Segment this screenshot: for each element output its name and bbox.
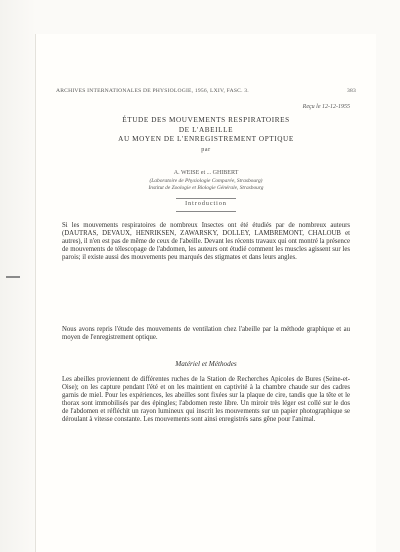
- divider: [176, 198, 236, 199]
- divider: [176, 211, 236, 212]
- article-title: [36, 116, 376, 155]
- author-block: [36, 170, 376, 193]
- body-paragraph: Nous avons repris l'étude des mouvements de ventilation chez l'abeille par la méthode graphique et au moyen de l'enregistrement optique.: [62, 326, 350, 341]
- author-affiliation: Institut de Zoologie et Biologie Générale, Strasbourg: [148, 185, 264, 191]
- section-heading: Matériel et Méthodes: [175, 360, 237, 368]
- author-affiliation: (Laboratoire de Physiologie Comparée, Strasbourg): [149, 177, 263, 184]
- title-line: AU MOYEN DE L'ENREGISTREMENT OPTIQUE: [118, 135, 294, 143]
- title-ornament: par: [201, 146, 211, 153]
- received-date: Reçu le 12-12-1955: [302, 104, 350, 110]
- running-header: [56, 88, 356, 94]
- title-line: ÉTUDE DES MOUVEMENTS RESPIRATOIRES: [122, 116, 290, 124]
- body-paragraph: Si les mouvements respiratoires de nombreux Insectes ont été étudiés par de nombreux auteurs (DAUTRAS, DEVAUX, HENRIKSEN, ZAWARSKY, DOLLEY, LAMBREMONT, CHALOUB et autres), il n'en est pas de même de ceux de l'abeille. Devant les récents travaux qui ont montré la présence de mouvements de télescopage de l'abdomen, les auteurs ont étudié comment les muscles agissent sur les parois; il existe aussi des mouvements peu marqués des stigmates et dans leurs angles.: [62, 222, 350, 261]
- section-label: Introduction: [185, 201, 227, 207]
- paper-sheet: [36, 34, 376, 552]
- journal-citation: ARCHIVES INTERNATIONALES DE PHYSIOLOGIE, 1956, LXIV, FASC. 3.: [56, 88, 249, 94]
- title-line: DE L'ABEILLE: [178, 125, 234, 134]
- body-paragraph: Les abeilles proviennent de différentes ruches de la Station de Recherches Apicoles de Bures (Seine-et-Oise); on les capture pendant l'été et on les maintient en captivité à la chambre chaude sur des cadres garnis de miel. Pour les expériences, les abeilles sont fixées sur la plaque de cire, tandis que la tête et le thorax sont immobilisés par des épingles; l'abdomen reste libre. Un miroir très léger est collé sur le dos de l'abdomen et réfléchit un rayon lumineux qui inscrit les mouvements sur un papier photographique se déroulant à vitesse constante. Les mouvements sont ainsi enregistrés sans gêne pour l'animal.: [62, 376, 350, 423]
- author-names: A. WEISE et ... GHIBERT: [173, 170, 239, 176]
- margin-mark: [6, 276, 20, 278]
- page-number: 383: [347, 88, 356, 94]
